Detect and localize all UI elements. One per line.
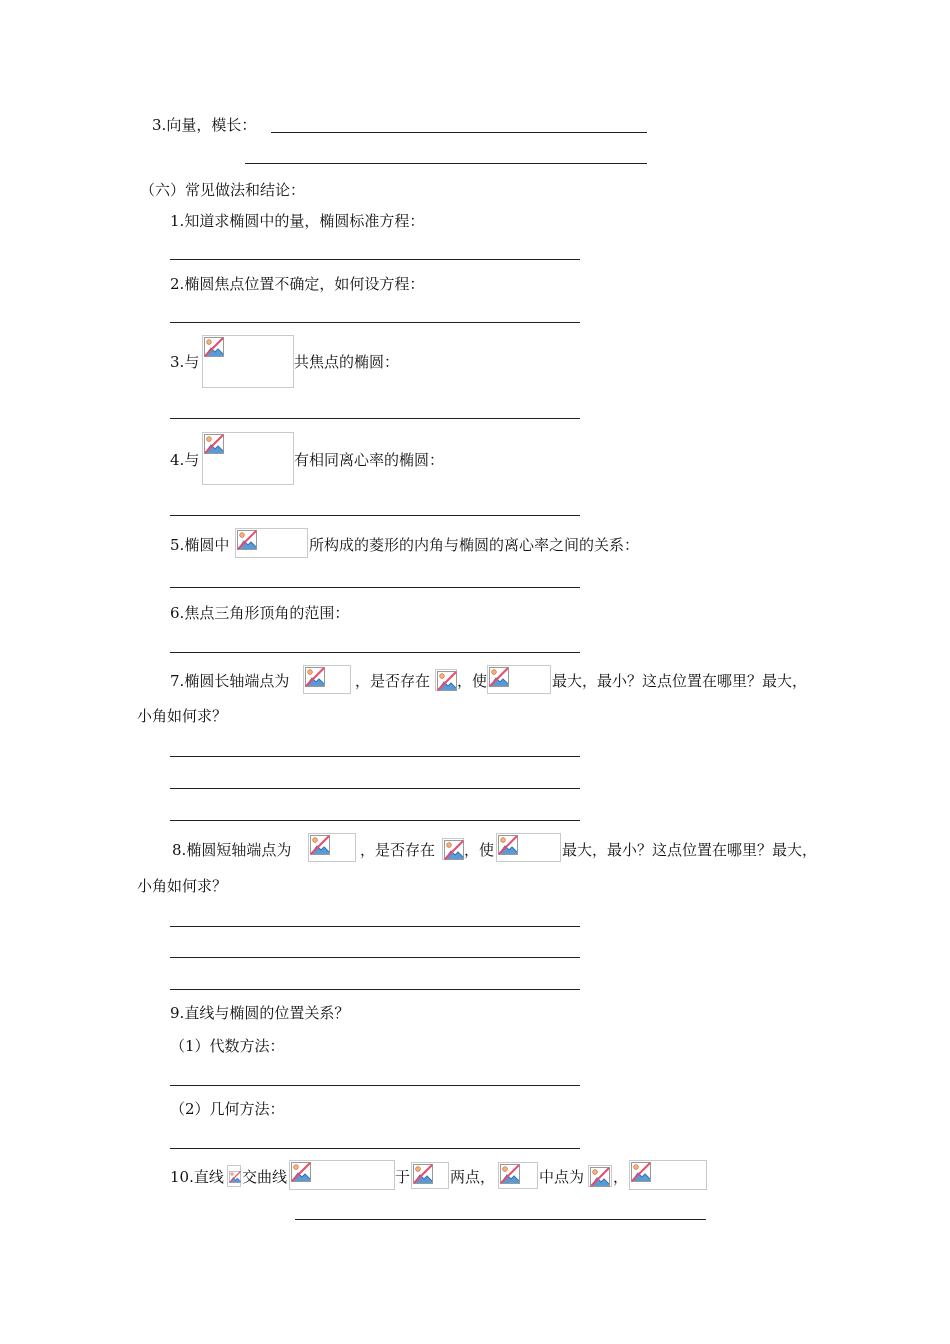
broken-image-icon — [588, 1165, 612, 1187]
item-text: ， — [613, 1168, 629, 1186]
item-10-b — [242, 1167, 287, 1187]
item-10-f — [613, 1167, 628, 1187]
item-text: 椭圆中 — [184, 536, 230, 554]
item-text: 椭圆短轴端点为 — [186, 841, 292, 859]
broken-image-icon — [487, 665, 551, 694]
item-text: 椭圆焦点位置不确定，如何设方程： — [184, 275, 425, 293]
item-text: 有相同离心率的椭圆： — [294, 451, 445, 469]
item-text: 焦点三角形顶角的范围： — [184, 604, 350, 622]
item-text: 共焦点的椭圆： — [294, 353, 400, 371]
item-text: 最大，最小？这点位置在哪里？最大， — [562, 841, 818, 859]
item-number: 6. — [170, 604, 185, 622]
item-text: 最大，最小？这点位置在哪里？最大， — [552, 672, 808, 690]
broken-image-icon — [498, 1162, 538, 1189]
answer-line — [170, 418, 580, 419]
answer-line — [271, 132, 647, 133]
item-3-text — [294, 352, 399, 372]
answer-line — [170, 1148, 580, 1149]
item-text: 于 — [395, 1168, 411, 1186]
item-7-d — [552, 671, 807, 691]
item-text: 交曲线 — [242, 1168, 288, 1186]
answer-line — [170, 259, 580, 260]
item-number: 10. — [170, 1168, 194, 1186]
answer-line — [170, 788, 580, 789]
item-text: ，是否存在 — [355, 672, 431, 690]
item-text: 与 — [184, 353, 200, 371]
broken-image-icon — [202, 335, 294, 388]
broken-image-icon — [629, 1160, 707, 1190]
answer-line — [245, 163, 647, 164]
answer-line — [170, 322, 580, 323]
item-4 — [170, 450, 199, 470]
item-10 — [170, 1167, 224, 1187]
item-number: 5. — [170, 536, 185, 554]
item-9-sub2 — [170, 1099, 285, 1119]
item-7-b — [355, 671, 430, 691]
item-text: ，使 — [464, 841, 495, 859]
answer-line — [170, 820, 580, 821]
item-10-c — [395, 1167, 410, 1187]
item-text: 椭圆长轴端点为 — [184, 672, 290, 690]
item-3-cofocal — [170, 352, 199, 372]
item-9 — [170, 1003, 349, 1023]
item-6 — [170, 603, 349, 623]
item-text: ，使 — [457, 672, 488, 690]
item-text: ，是否存在 — [360, 841, 436, 859]
broken-image-icon — [303, 665, 351, 694]
item-text: 与 — [184, 451, 200, 469]
item-4-text — [294, 450, 444, 470]
broken-image-icon — [202, 432, 294, 485]
item-5-text — [309, 535, 639, 555]
item-7-c — [457, 671, 487, 691]
item-7 — [170, 671, 289, 691]
answer-line — [170, 652, 580, 653]
item-3-vector — [152, 115, 256, 135]
broken-image-icon — [411, 1162, 449, 1189]
item-number: 8. — [172, 841, 187, 859]
item-8-cont — [137, 876, 227, 896]
section-title: （六）常见做法和结论： — [140, 181, 306, 199]
item-text: 所构成的菱形的内角与椭圆的离心率之间的关系： — [309, 536, 640, 554]
item-text: 两点， — [450, 1168, 496, 1186]
answer-line — [170, 1085, 580, 1086]
item-2 — [170, 274, 424, 294]
item-8-b — [360, 840, 435, 860]
item-text: （1）代数方法： — [170, 1037, 285, 1055]
item-number: 9. — [170, 1004, 185, 1022]
item-8-d — [562, 840, 817, 860]
item-1 — [170, 211, 424, 231]
item-10-e — [539, 1167, 584, 1187]
item-text: 直线与椭圆的位置关系？ — [184, 1004, 350, 1022]
broken-image-icon — [289, 1160, 395, 1190]
item-text: 小角如何求？ — [137, 877, 228, 895]
broken-image-icon — [235, 528, 308, 558]
broken-image-icon — [435, 669, 457, 691]
answer-line — [170, 587, 580, 588]
item-5 — [170, 535, 229, 555]
answer-line — [170, 957, 580, 958]
item-8-c — [464, 840, 494, 860]
item-text: 中点为 — [539, 1168, 585, 1186]
item-9-sub1 — [170, 1036, 285, 1056]
answer-line — [170, 515, 580, 516]
item-text: 直线 — [193, 1168, 224, 1186]
broken-image-icon — [442, 838, 464, 860]
item-number: 3. — [152, 116, 167, 134]
item-number: 7. — [170, 672, 185, 690]
broken-image-icon — [496, 833, 561, 862]
item-10-d — [450, 1167, 495, 1187]
item-number: 1. — [170, 212, 185, 230]
item-number: 2. — [170, 275, 185, 293]
answer-line — [170, 756, 580, 757]
answer-line — [170, 926, 580, 927]
item-number: 4. — [170, 451, 185, 469]
broken-image-icon — [308, 833, 356, 862]
item-text: （2）几何方法： — [170, 1100, 285, 1118]
item-8 — [172, 840, 291, 860]
answer-line — [170, 989, 580, 990]
item-text: 知道求椭圆中的量，椭圆标准方程： — [184, 212, 425, 230]
item-number: 3. — [170, 353, 185, 371]
item-7-cont — [137, 706, 227, 726]
section-6-title — [140, 180, 305, 200]
item-text: 向量，模长： — [166, 116, 257, 134]
item-text: 小角如何求？ — [137, 707, 228, 725]
broken-image-icon — [227, 1165, 241, 1187]
answer-line — [295, 1219, 706, 1220]
